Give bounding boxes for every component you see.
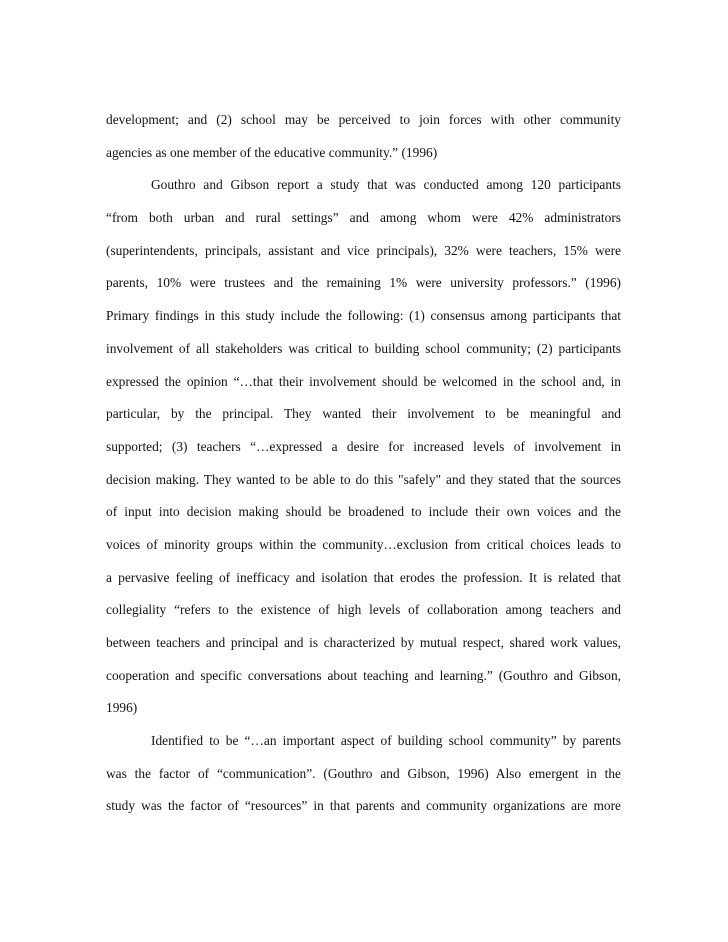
paragraph-first-line: Identified to be “…an important aspect of building school community” by parents [151,733,621,749]
text-line: involvement of all stakeholders was critical to building school community; (2) participants [106,340,621,356]
text-line: development; and (2) school may be perceived to join forces with other community [106,112,621,127]
paragraph-first-line: Gouthro and Gibson report a study that was conducted among 120 participants [151,177,621,193]
text-line: cooperation and specific conversations about teaching and learning.” (Gouthro and Gibson, [106,667,621,683]
text-line: (superintendents, principals, assistant and vice principals), 32% were teachers, 15% were [106,242,621,258]
text-line: “from both urban and rural settings” and among whom were 42% administrators [106,210,621,226]
body-text [106,104,621,823]
text-line: agencies as one member of the educative community.” (1996) [106,144,438,160]
text-line: a pervasive feeling of inefficacy and isolation that erodes the profession. It is related that [106,569,621,585]
text-line: decision making. They wanted to be able to do this "safely" and they stated that the sources [106,471,621,487]
text-line: study was the factor of “resources” in that parents and community organizations are more [106,798,621,814]
text-line: Primary findings in this study include the following: (1) consensus among participants that [106,308,621,324]
text-line: 1996) [106,700,138,716]
text-line: of input into decision making should be broadened to include their own voices and the [106,504,621,520]
text-line: between teachers and principal and is characterized by mutual respect, shared work values, [106,635,621,650]
text-line: expressed the opinion “…that their involvement should be welcomed in the school and, in [106,373,621,389]
text-line: collegiality “refers to the existence of high levels of collaboration among teachers and [106,602,621,618]
text-line: was the factor of “communication”. (Gouthro and Gibson, 1996) Also emergent in the [106,765,621,781]
text-line: particular, by the principal. They wanted their involvement to be meaningful and [106,406,621,422]
text-line: supported; (3) teachers “…expressed a desire for increased levels of involvement in [106,438,621,454]
text-line: voices of minority groups within the community…exclusion from critical choices leads to [106,536,621,552]
text-line: parents, 10% were trustees and the remaining 1% were university professors.” (1996) [106,275,621,291]
